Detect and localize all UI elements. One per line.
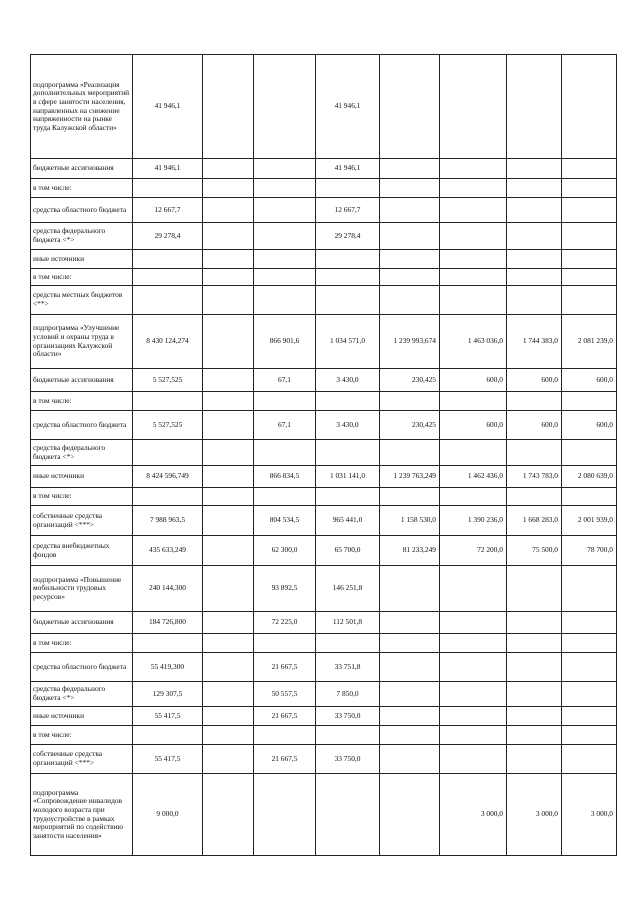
value-cell — [133, 488, 203, 506]
table-row — [31, 223, 617, 250]
value-cell: 2 001 939,0 — [562, 506, 617, 536]
value-cell — [562, 286, 617, 315]
value-cell — [440, 223, 507, 250]
value-cell: 67,1 — [254, 411, 316, 440]
value-cell: 21 667,5 — [254, 653, 316, 682]
row-label: подпрограмма «Улучшение условий и охраны труда в организациях Калужской области» — [31, 315, 133, 369]
table-row — [31, 250, 617, 269]
value-cell: 866 901,6 — [254, 315, 316, 369]
value-cell: 965 441,0 — [316, 506, 380, 536]
value-cell — [440, 159, 507, 179]
value-cell — [562, 440, 617, 466]
table-row — [31, 774, 617, 856]
value-cell — [203, 612, 254, 634]
value-cell — [316, 634, 380, 653]
value-cell — [254, 440, 316, 466]
value-cell — [440, 488, 507, 506]
table-row — [31, 159, 617, 179]
value-cell: 1 034 571,0 — [316, 315, 380, 369]
value-cell: 9 000,0 — [133, 774, 203, 856]
value-cell — [507, 55, 562, 159]
value-cell — [562, 55, 617, 159]
value-cell: 33 751,8 — [316, 653, 380, 682]
value-cell: 55 419,300 — [133, 653, 203, 682]
value-cell — [562, 682, 617, 707]
value-cell: 5 527,525 — [133, 369, 203, 392]
table-row — [31, 506, 617, 536]
value-cell — [380, 653, 440, 682]
value-cell — [507, 653, 562, 682]
value-cell — [380, 682, 440, 707]
row-label: средства местных бюджетов <**> — [31, 286, 133, 315]
row-label: средства федерального бюджета <*> — [31, 440, 133, 466]
value-cell: 3 430,0 — [316, 411, 380, 440]
value-cell: 12 667,7 — [316, 198, 380, 223]
value-cell — [507, 634, 562, 653]
value-cell — [316, 488, 380, 506]
value-cell — [507, 566, 562, 612]
value-cell — [440, 707, 507, 726]
value-cell: 129 307,5 — [133, 682, 203, 707]
value-cell — [203, 566, 254, 612]
value-cell — [507, 179, 562, 198]
value-cell — [562, 179, 617, 198]
value-cell — [203, 369, 254, 392]
value-cell — [380, 198, 440, 223]
value-cell — [380, 269, 440, 286]
value-cell — [203, 634, 254, 653]
value-cell — [440, 634, 507, 653]
value-cell: 1 239 993,674 — [380, 315, 440, 369]
value-cell — [203, 286, 254, 315]
value-cell — [254, 286, 316, 315]
value-cell — [203, 250, 254, 269]
value-cell — [133, 440, 203, 466]
value-cell — [203, 269, 254, 286]
value-cell: 7 988 963,5 — [133, 506, 203, 536]
value-cell: 1 463 036,0 — [440, 315, 507, 369]
table-row — [31, 198, 617, 223]
value-cell: 8 424 596,749 — [133, 466, 203, 488]
table-row — [31, 466, 617, 488]
value-cell — [133, 179, 203, 198]
value-cell — [440, 55, 507, 159]
value-cell — [440, 682, 507, 707]
value-cell — [562, 269, 617, 286]
row-label: подпрограмма «Реализация дополнительных мероприятий в сфере занятости населения, направленных на снижение напряженности на рынке труда Калужской области» — [31, 55, 133, 159]
value-cell — [507, 440, 562, 466]
value-cell — [316, 250, 380, 269]
value-cell: 3 000,0 — [562, 774, 617, 856]
value-cell — [440, 198, 507, 223]
value-cell — [562, 250, 617, 269]
value-cell — [380, 774, 440, 856]
value-cell — [203, 682, 254, 707]
value-cell: 600,0 — [440, 411, 507, 440]
value-cell — [203, 55, 254, 159]
table-row — [31, 392, 617, 411]
value-cell: 7 850,0 — [316, 682, 380, 707]
value-cell — [562, 612, 617, 634]
row-label: в том числе: — [31, 726, 133, 745]
table-row — [31, 634, 617, 653]
value-cell — [254, 774, 316, 856]
value-cell: 184 726,800 — [133, 612, 203, 634]
value-cell — [562, 745, 617, 774]
value-cell — [203, 745, 254, 774]
value-cell — [507, 488, 562, 506]
value-cell: 600,0 — [562, 369, 617, 392]
value-cell: 55 417,5 — [133, 745, 203, 774]
value-cell: 1 743 783,0 — [507, 466, 562, 488]
row-label: средства федерального бюджета <*> — [31, 223, 133, 250]
value-cell — [203, 707, 254, 726]
value-cell — [440, 286, 507, 315]
value-cell: 2 080 639,0 — [562, 466, 617, 488]
value-cell: 72 225,0 — [254, 612, 316, 634]
value-cell — [203, 159, 254, 179]
value-cell — [562, 707, 617, 726]
value-cell — [203, 536, 254, 566]
row-label: бюджетные ассигнования — [31, 612, 133, 634]
value-cell: 230,425 — [380, 411, 440, 440]
value-cell: 8 430 124,274 — [133, 315, 203, 369]
value-cell — [380, 223, 440, 250]
value-cell — [203, 392, 254, 411]
value-cell: 12 667,7 — [133, 198, 203, 223]
table-row — [31, 745, 617, 774]
value-cell — [380, 566, 440, 612]
value-cell — [316, 286, 380, 315]
value-cell: 2 081 239,0 — [562, 315, 617, 369]
value-cell — [440, 726, 507, 745]
value-cell: 41 946,1 — [133, 159, 203, 179]
row-label: в том числе: — [31, 269, 133, 286]
table-row — [31, 55, 617, 159]
row-label: собственные средства организаций <***> — [31, 745, 133, 774]
row-label: средства федерального бюджета <*> — [31, 682, 133, 707]
value-cell: 804 534,5 — [254, 506, 316, 536]
value-cell — [133, 286, 203, 315]
table-row — [31, 612, 617, 634]
row-label: в том числе: — [31, 179, 133, 198]
value-cell — [507, 269, 562, 286]
value-cell — [440, 440, 507, 466]
value-cell: 600,0 — [507, 369, 562, 392]
value-cell — [507, 726, 562, 745]
value-cell — [507, 707, 562, 726]
value-cell — [316, 392, 380, 411]
value-cell — [440, 269, 507, 286]
value-cell: 1 239 763,249 — [380, 466, 440, 488]
value-cell — [562, 726, 617, 745]
value-cell — [562, 223, 617, 250]
value-cell: 62 300,0 — [254, 536, 316, 566]
value-cell — [507, 612, 562, 634]
table-row — [31, 707, 617, 726]
row-label: в том числе: — [31, 392, 133, 411]
value-cell — [380, 726, 440, 745]
row-label: иные источники — [31, 250, 133, 269]
value-cell — [507, 250, 562, 269]
row-label: средства внебюджетных фондов — [31, 536, 133, 566]
row-label: средства областного бюджета — [31, 198, 133, 223]
value-cell: 1 158 530,0 — [380, 506, 440, 536]
value-cell: 146 251,8 — [316, 566, 380, 612]
table-row — [31, 179, 617, 198]
value-cell: 435 633,249 — [133, 536, 203, 566]
value-cell: 50 557,5 — [254, 682, 316, 707]
value-cell — [316, 726, 380, 745]
value-cell — [254, 634, 316, 653]
value-cell — [254, 55, 316, 159]
value-cell — [203, 179, 254, 198]
value-cell — [203, 223, 254, 250]
value-cell — [380, 440, 440, 466]
table-row — [31, 411, 617, 440]
value-cell — [254, 488, 316, 506]
value-cell — [562, 566, 617, 612]
value-cell — [380, 745, 440, 774]
value-cell: 112 501,8 — [316, 612, 380, 634]
value-cell: 600,0 — [440, 369, 507, 392]
value-cell — [562, 392, 617, 411]
value-cell — [254, 250, 316, 269]
value-cell — [380, 55, 440, 159]
value-cell — [507, 198, 562, 223]
row-label: собственные средства организаций <***> — [31, 506, 133, 536]
value-cell — [254, 392, 316, 411]
value-cell — [380, 612, 440, 634]
value-cell — [380, 488, 440, 506]
value-cell — [203, 411, 254, 440]
value-cell: 81 233,249 — [380, 536, 440, 566]
value-cell — [507, 223, 562, 250]
value-cell — [380, 392, 440, 411]
value-cell: 41 946,1 — [316, 55, 380, 159]
value-cell — [440, 250, 507, 269]
value-cell — [562, 488, 617, 506]
value-cell: 240 144,300 — [133, 566, 203, 612]
value-cell: 1 031 141,0 — [316, 466, 380, 488]
value-cell — [203, 466, 254, 488]
table-row — [31, 566, 617, 612]
value-cell — [507, 682, 562, 707]
value-cell — [380, 179, 440, 198]
table-row — [31, 440, 617, 466]
value-cell: 600,0 — [562, 411, 617, 440]
value-cell — [133, 726, 203, 745]
value-cell — [133, 392, 203, 411]
value-cell — [203, 506, 254, 536]
value-cell: 230,425 — [380, 369, 440, 392]
value-cell — [316, 269, 380, 286]
table-row — [31, 269, 617, 286]
value-cell — [380, 286, 440, 315]
row-label: подпрограмма «Сопровождение инвалидов молодого возраста при трудоустройстве в рамках мероприятий по содействию занятости населения» — [31, 774, 133, 856]
row-label: средства областного бюджета — [31, 411, 133, 440]
value-cell: 600,0 — [507, 411, 562, 440]
table-row — [31, 536, 617, 566]
row-label: в том числе: — [31, 488, 133, 506]
row-label: иные источники — [31, 707, 133, 726]
value-cell — [380, 250, 440, 269]
row-label: бюджетные ассигнования — [31, 159, 133, 179]
value-cell — [380, 634, 440, 653]
value-cell: 78 700,0 — [562, 536, 617, 566]
value-cell — [316, 179, 380, 198]
value-cell: 3 000,0 — [440, 774, 507, 856]
value-cell — [507, 745, 562, 774]
value-cell — [133, 250, 203, 269]
value-cell: 72 200,0 — [440, 536, 507, 566]
row-label: средства областного бюджета — [31, 653, 133, 682]
value-cell: 5 527,525 — [133, 411, 203, 440]
value-cell — [254, 223, 316, 250]
value-cell: 41 946,1 — [316, 159, 380, 179]
value-cell: 29 278,4 — [133, 223, 203, 250]
value-cell — [203, 488, 254, 506]
value-cell — [254, 269, 316, 286]
funding-table — [30, 54, 617, 856]
funding-table-body — [31, 55, 617, 856]
value-cell — [316, 440, 380, 466]
value-cell — [380, 159, 440, 179]
row-label: подпрограмма «Повышение мобильности трудовых ресурсов» — [31, 566, 133, 612]
value-cell: 1 390 236,0 — [440, 506, 507, 536]
table-row — [31, 653, 617, 682]
table-row — [31, 369, 617, 392]
value-cell — [316, 774, 380, 856]
value-cell — [562, 634, 617, 653]
value-cell — [440, 179, 507, 198]
value-cell — [507, 392, 562, 411]
value-cell — [440, 745, 507, 774]
value-cell — [562, 159, 617, 179]
value-cell: 1 462 436,0 — [440, 466, 507, 488]
table-row — [31, 682, 617, 707]
value-cell: 41 946,1 — [133, 55, 203, 159]
value-cell — [254, 198, 316, 223]
row-label: иные источники — [31, 466, 133, 488]
value-cell: 55 417,5 — [133, 707, 203, 726]
value-cell — [203, 653, 254, 682]
value-cell — [440, 392, 507, 411]
value-cell — [254, 179, 316, 198]
value-cell — [254, 726, 316, 745]
value-cell: 1 668 283,0 — [507, 506, 562, 536]
table-row — [31, 726, 617, 745]
value-cell — [440, 566, 507, 612]
value-cell — [203, 315, 254, 369]
value-cell — [562, 653, 617, 682]
value-cell: 1 744 383,0 — [507, 315, 562, 369]
value-cell: 21 667,5 — [254, 707, 316, 726]
table-row — [31, 315, 617, 369]
value-cell — [203, 774, 254, 856]
value-cell — [203, 726, 254, 745]
value-cell: 67,1 — [254, 369, 316, 392]
value-cell — [133, 634, 203, 653]
value-cell: 65 700,0 — [316, 536, 380, 566]
value-cell — [507, 159, 562, 179]
value-cell: 33 750,0 — [316, 707, 380, 726]
value-cell: 29 278,4 — [316, 223, 380, 250]
row-label: в том числе: — [31, 634, 133, 653]
value-cell — [133, 269, 203, 286]
value-cell — [440, 653, 507, 682]
value-cell: 93 892,5 — [254, 566, 316, 612]
value-cell: 3 430,0 — [316, 369, 380, 392]
value-cell: 3 000,0 — [507, 774, 562, 856]
value-cell — [203, 440, 254, 466]
value-cell — [380, 707, 440, 726]
table-row — [31, 286, 617, 315]
value-cell — [203, 198, 254, 223]
value-cell: 33 750,0 — [316, 745, 380, 774]
value-cell — [254, 159, 316, 179]
value-cell — [562, 198, 617, 223]
value-cell — [507, 286, 562, 315]
row-label: бюджетные ассигнования — [31, 369, 133, 392]
value-cell: 75 500,0 — [507, 536, 562, 566]
value-cell: 866 834,5 — [254, 466, 316, 488]
value-cell — [440, 612, 507, 634]
value-cell: 21 667,5 — [254, 745, 316, 774]
table-row — [31, 488, 617, 506]
